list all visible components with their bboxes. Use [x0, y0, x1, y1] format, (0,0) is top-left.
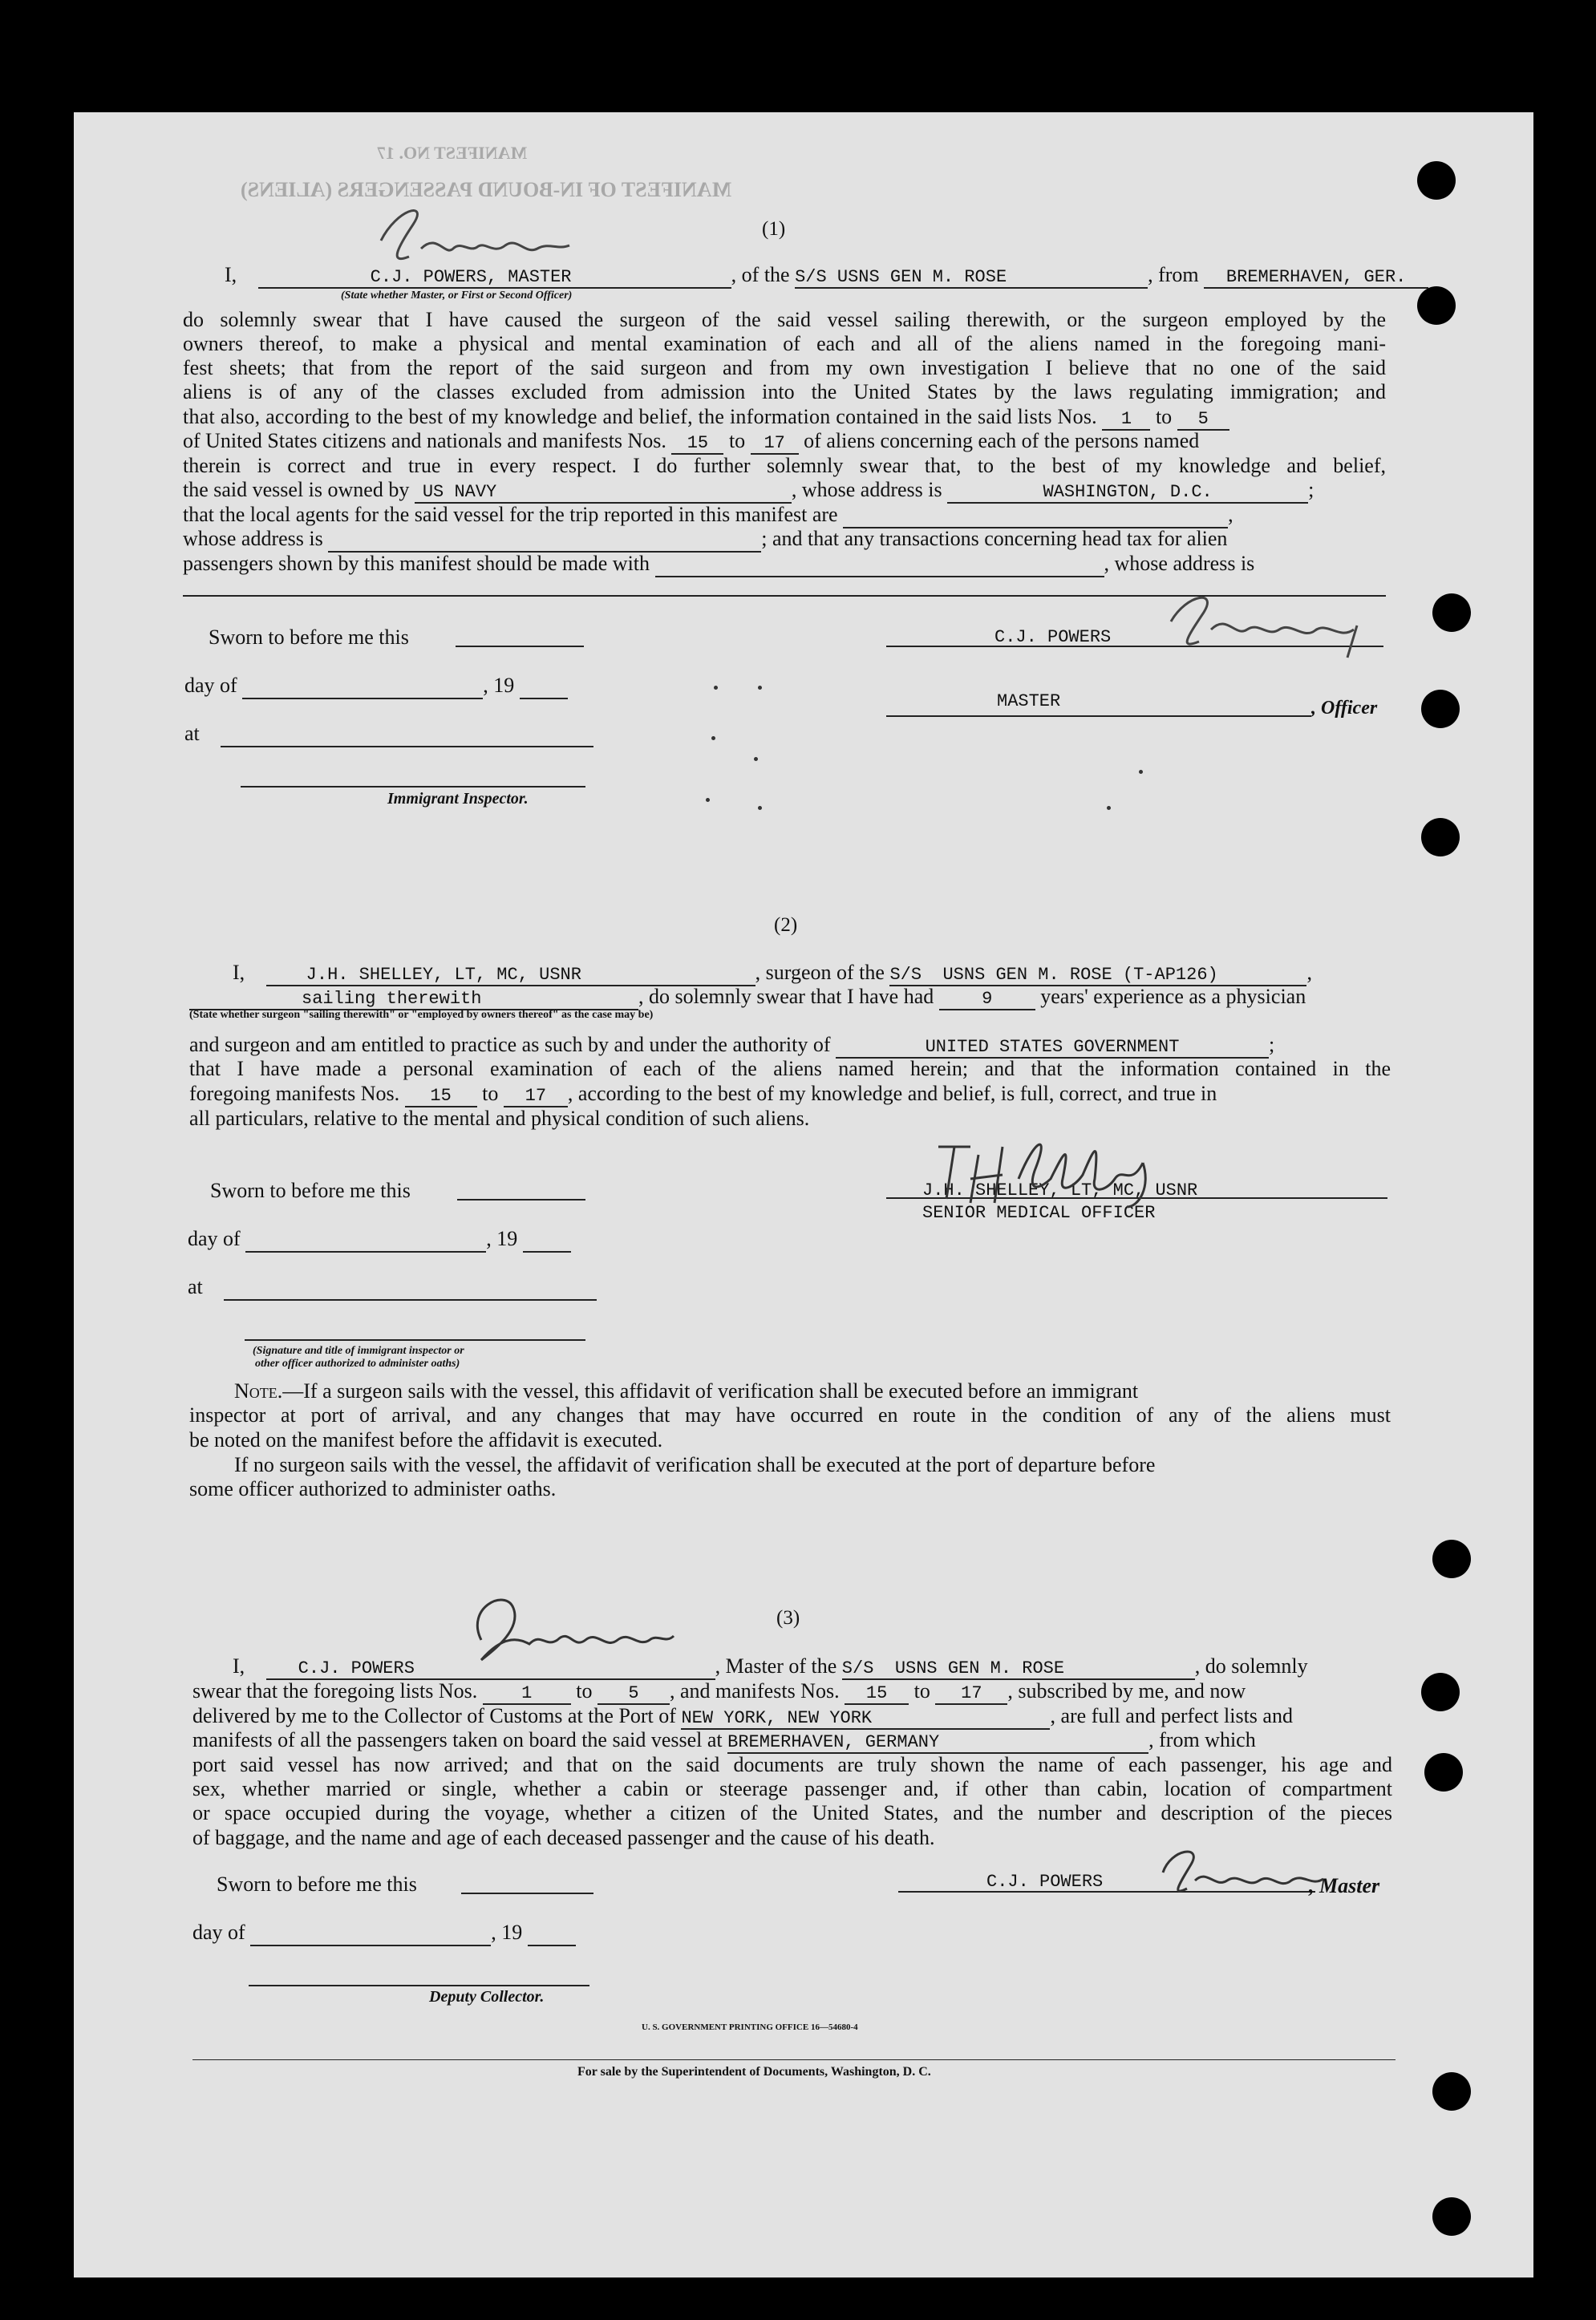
paragraph-line: or space occupied during the voyage, whether a citizen of the United States, and the number and description of the pieces [192, 1801, 1392, 1824]
master-caption: (State whether Master, or First or Second Officer) [341, 289, 573, 302]
paragraph-line: do solemnly swear that I have caused the surgeon of the said vessel sailing therewith, or the surgeon employed by the [183, 308, 1386, 331]
agents-address-line: whose address is ; and that any transactions concerning head tax for alien [183, 527, 1227, 553]
paragraph-line: that I have made a personal examination of each of the aliens named herein; and that the information contained in the [189, 1057, 1391, 1080]
typed-signer: J.H. SHELLEY, LT, MC, USNR [922, 1180, 1198, 1200]
section-number: (1) [762, 218, 786, 240]
surgeon-name-field: J.H. SHELLEY, LT, MC, USNR [266, 966, 755, 986]
agents-line: that the local agents for the said vessel for the trip reported in this manifest are , [183, 503, 1233, 528]
at-label: at [184, 722, 593, 747]
punch-hole [1421, 690, 1460, 728]
punch-hole [1432, 2072, 1471, 2111]
from-port-field: BREMERHAVEN, GER. [1204, 268, 1428, 289]
sworn-label: Sworn to before me this [210, 1179, 411, 1202]
punch-hole [1421, 1673, 1460, 1711]
day-of-label: day of , 19 [192, 1921, 576, 1946]
vessel-field: S/S USNS GEN M. ROSE [842, 1659, 1195, 1680]
sailing-line: sailing therewith , do solemnly swear that I have had 9 years' experience as a physician [189, 985, 1306, 1010]
sailing-caption: (State whether surgeon "sailing therewith" or "employed by owners thereof" as the case may be) [189, 1009, 654, 1021]
handwritten-signature [1147, 585, 1379, 662]
punch-hole [1432, 593, 1471, 632]
officer-label: , Officer [1311, 698, 1378, 719]
bleed-through-text: MANIFEST OF IN-BOUND PASSENGERS (ALIENS) [241, 178, 732, 201]
footer-rule [192, 2059, 1395, 2060]
surgeon-line: I, J.H. SHELLEY, LT, MC, USNR , surgeon of the S/S USNS GEN M. ROSE (T-AP126) , [233, 961, 1312, 985]
paragraph-line: sex, whether married or single, whether a cabin or steerage passenger and, if other than cabin, location of compartment [192, 1777, 1392, 1800]
vessel-field: S/S USNS GEN M. ROSE (T-AP126) [889, 966, 1306, 986]
handwritten-signature [449, 1584, 682, 1676]
paragraph-line: of baggage, and the name and age of each deceased passenger and the cause of his death. [192, 1826, 935, 1849]
printer-line: U. S. GOVERNMENT PRINTING OFFICE 16—54680-4 [642, 2022, 858, 2032]
handwritten-signature [365, 192, 581, 285]
sale-line: For sale by the Superintendent of Documents, Washington, D. C. [577, 2065, 931, 2079]
officer-caption: (Signature and title of immigrant inspector or [253, 1345, 464, 1357]
master-line: I, C.J. POWERS , Master of the S/S USNS GEN M. ROSE , do solemnly [233, 1654, 1308, 1678]
handwritten-signature [922, 1123, 1163, 1215]
authority-line: and surgeon and am entitled to practice as such by and under the authority of UNITED STATES GOVERNMENT ; [189, 1033, 1275, 1057]
paragraph-line: aliens is of any of the classes excluded from admission into the United States by the laws regulating immigration; and [183, 380, 1386, 403]
note-line: If no surgeon sails with the vessel, the affidavit of verification shall be executed at the port of departure before [234, 1453, 1156, 1476]
paragraph-line: fest sheets; that from the report of the said surgeon and from my own investigation I believe that no one of the said [183, 356, 1386, 379]
collector-caption: Deputy Collector. [429, 1988, 545, 2006]
handwritten-signature [1139, 1840, 1331, 1909]
note-line: inspector at port of arrival, and any changes that may have occurred en route in the condition of any of the aliens must [189, 1403, 1391, 1427]
note-line: be noted on the manifest before the affidavit is executed. [189, 1428, 663, 1452]
section-number: (3) [776, 1607, 800, 1629]
inspector-caption: Immigrant Inspector. [387, 790, 529, 808]
bleed-through-text: MANIFEST NO. 17 [377, 143, 528, 163]
paragraph-line: port said vessel has now arrived; and that on the said documents are truly shown the name of each passenger, his age and [192, 1753, 1392, 1776]
typed-signer: C.J. POWERS [994, 627, 1112, 647]
master-name-field: C.J. POWERS, MASTER [258, 268, 731, 289]
section-number: (2) [774, 914, 798, 936]
master-name-field: C.J. POWERS [266, 1659, 715, 1680]
note-line: Note.—If a surgeon sails with the vessel, this affidavit of verification shall be executed before an immigrant [234, 1379, 1139, 1403]
vessel-field: S/S USNS GEN M. ROSE [795, 268, 1148, 289]
day-of-label: day of , 19 [184, 674, 568, 699]
note-line: some officer authorized to administer oaths. [189, 1477, 557, 1500]
punch-hole [1417, 161, 1456, 200]
master-line: I, C.J. POWERS, MASTER , of the S/S USNS GEN M. ROSE , from BREMERHAVEN, GER. [225, 263, 1428, 289]
typed-title: MASTER [997, 691, 1061, 711]
at-label: at [188, 1275, 597, 1301]
sworn-label: Sworn to before me this [209, 626, 409, 649]
officer-caption: other officer authorized to administer oaths) [255, 1358, 460, 1370]
port-line: delivered by me to the Collector of Customs at the Port of NEW YORK, NEW YORK , are full and perfect lists and [192, 1704, 1293, 1728]
paragraph-line: all particulars, relative to the mental and physical condition of such aliens. [189, 1107, 810, 1130]
lists-line: that also, according to the best of my knowledge and belief, the information contained in the said lists Nos. 1 to 5 [183, 405, 1229, 431]
paragraph-line: owners thereof, to make a physical and mental examination of each and all of the aliens named in the foregoing mani- [183, 332, 1386, 355]
punch-hole [1424, 1753, 1463, 1792]
punch-hole [1432, 2197, 1471, 2236]
typed-title: SENIOR MEDICAL OFFICER [922, 1203, 1156, 1223]
manifests-line: of United States citizens and nationals and manifests Nos. 15 to 17 of aliens concerning each of the persons named [183, 429, 1200, 453]
punch-hole [1432, 1540, 1471, 1578]
master-label: , Master [1309, 1874, 1380, 1897]
punch-hole [1417, 286, 1456, 325]
punch-hole [1421, 818, 1460, 856]
sworn-label: Sworn to before me this [217, 1873, 417, 1896]
owner-line: the said vessel is owned by US NAVY , whose address is WASHINGTON, D.C. ; [183, 478, 1314, 502]
head-tax-line: passengers shown by this manifest should be made with , whose address is [183, 552, 1254, 577]
typed-signer: C.J. POWERS [986, 1872, 1104, 1892]
day-of-label: day of , 19 [188, 1227, 571, 1253]
departure-line: manifests of all the passengers taken on board the said vessel at BREMERHAVEN, GERMANY , from which [192, 1728, 1256, 1752]
paragraph-line: therein is correct and true in every respect. I do further solemnly swear that, to the best of my knowledge and belief, [183, 454, 1386, 477]
lists-line: swear that the foregoing lists Nos. 1 to 5 , and manifests Nos. 15 to 17 , subscribed by me, and now [192, 1679, 1246, 1703]
manifests-line: foregoing manifests Nos. 15 to 17 , according to the best of my knowledge and belief, is full, correct, and true in [189, 1082, 1217, 1106]
